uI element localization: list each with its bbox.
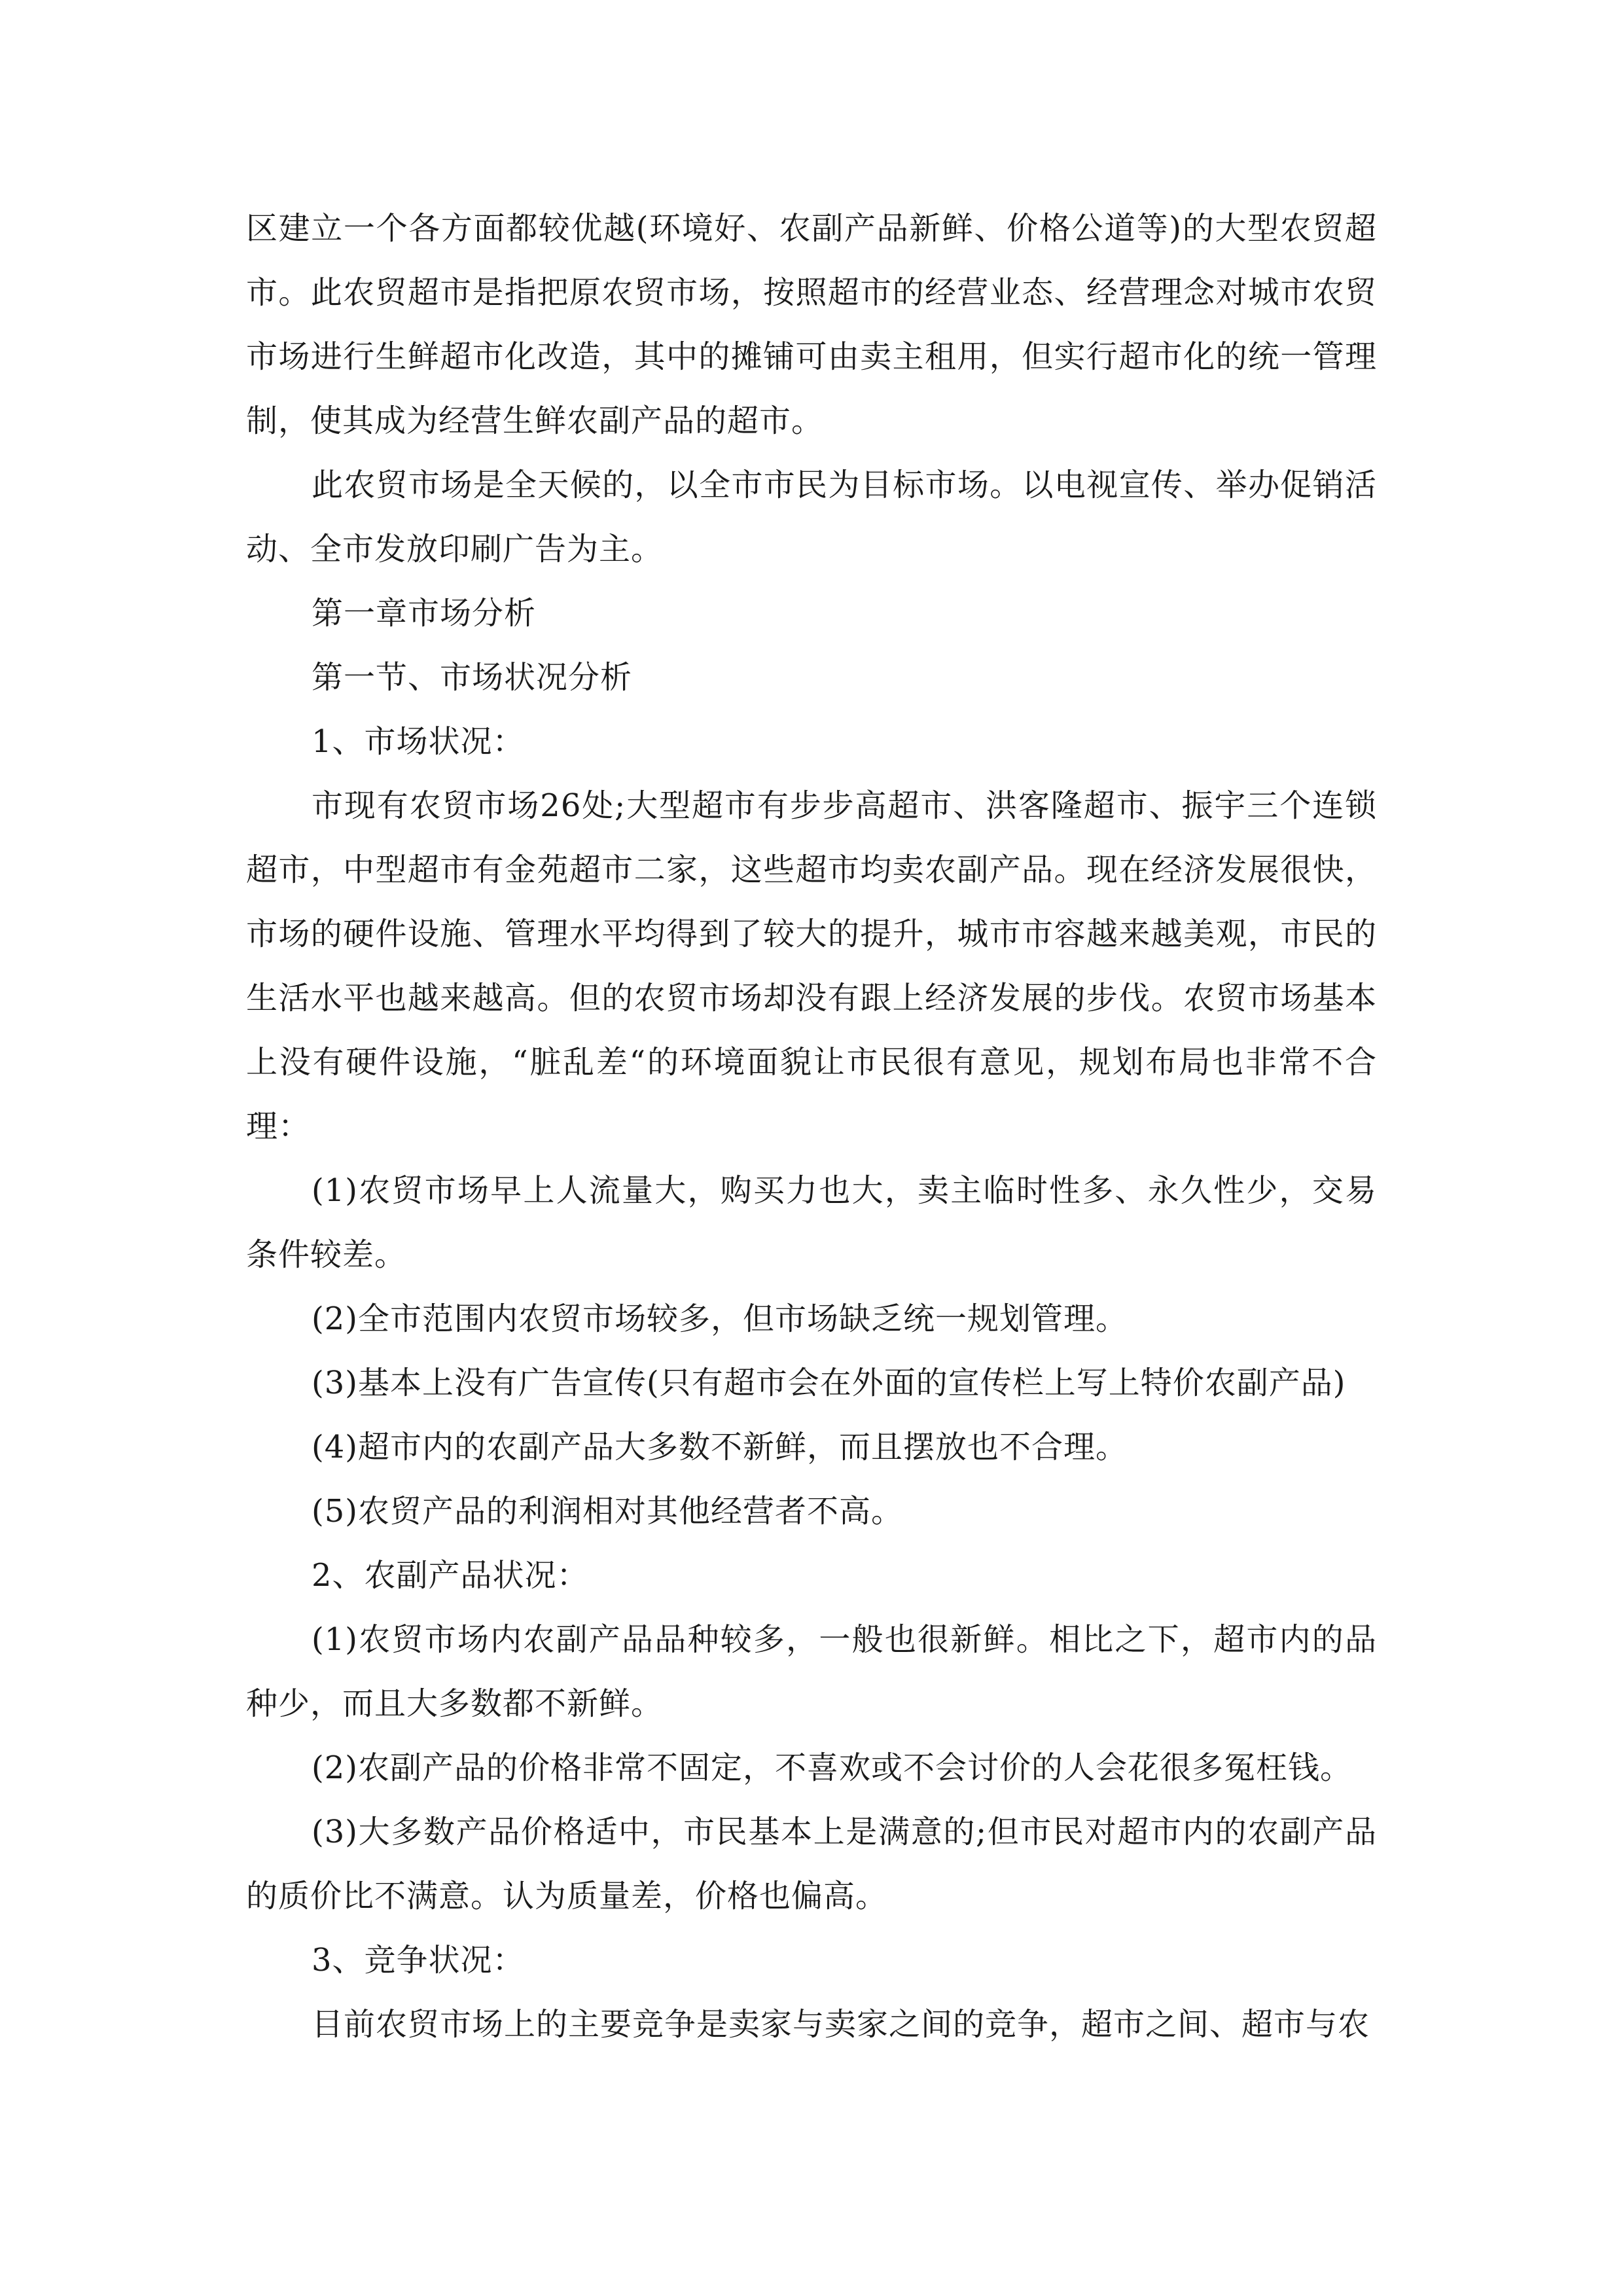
list-item: (4)超市内的农副产品大多数不新鲜，而且摆放也不合理。 (312, 1429, 1128, 1465)
paragraph-market-status: 市现有农贸市场26处;大型超市有步步高超市、洪客隆超市、振宇三个连锁超市，中型超市有金苑超市二家，这些超市均卖农副产品。现在经济发展很快，市场的硬件设施、管理水平均得到了较大的提升，城市市容越来越美观，市民的生活水平也越来越高。但的农贸市场却没有跟上经济发展的步伐。农贸市场基本上没有硬件设施，“脏乱差“的环境面貌让市民很有意见，规划布局也非常不合理： (246, 787, 1377, 1145)
subheading-competition-status: 3、竞争状况： (312, 1942, 525, 1979)
paragraph-target-market: 此农贸市场是全天候的，以全市市民为目标市场。以电视宣传、举办促销活动、全市发放印刷广告为主。 (246, 467, 1377, 567)
list-item: (3)大多数产品价格适中，市民基本上是满意的;但市民对超市内的农副产品的质价比不满意。认为质量差，价格也偏高。 (246, 1814, 1377, 1914)
paragraph-competition: 目前农贸市场上的主要竞争是卖家与卖家之间的竞争，超市之间、超市与农 (312, 2006, 1370, 2043)
chapter-heading: 第一章市场分析 (312, 595, 537, 632)
paragraph-continuation: 区建立一个各方面都较优越(环境好、农副产品新鲜、价格公道等)的大型农贸超市。此农贸超市是指把原农贸市场，按照超市的经营业态、经营理念对城市农贸市场进行生鲜超市化改造，其中的摊铺可由卖主租用，但实行超市化的统一管理制，使其成为经营生鲜农副产品的超市。 (246, 210, 1377, 439)
list-item: (2)农副产品的价格非常不固定，不喜欢或不会讨价的人会花很多冤枉钱。 (312, 1749, 1352, 1786)
section-heading: 第一节、市场状况分析 (312, 659, 633, 696)
list-item: (1)农贸市场内农副产品品种较多，一般也很新鲜。相比之下，超市内的品种少，而且大多数都不新鲜。 (246, 1621, 1377, 1722)
document-body (246, 196, 1377, 2056)
subheading-market-status: 1、市场状况： (312, 723, 525, 760)
list-item: (2)全市范围内农贸市场较多，但市场缺乏统一规划管理。 (312, 1300, 1128, 1337)
list-item: (3)基本上没有广告宣传(只有超市会在外面的宣传栏上写上特价农副产品) (312, 1365, 1346, 1401)
list-item: (5)农贸产品的利润相对其他经营者不高。 (312, 1493, 903, 1530)
list-item: (1)农贸市场早上人流量大，购买力也大，卖主临时性多、永久性少，交易条件较差。 (246, 1172, 1377, 1273)
subheading-product-status: 2、农副产品状况： (312, 1557, 589, 1594)
